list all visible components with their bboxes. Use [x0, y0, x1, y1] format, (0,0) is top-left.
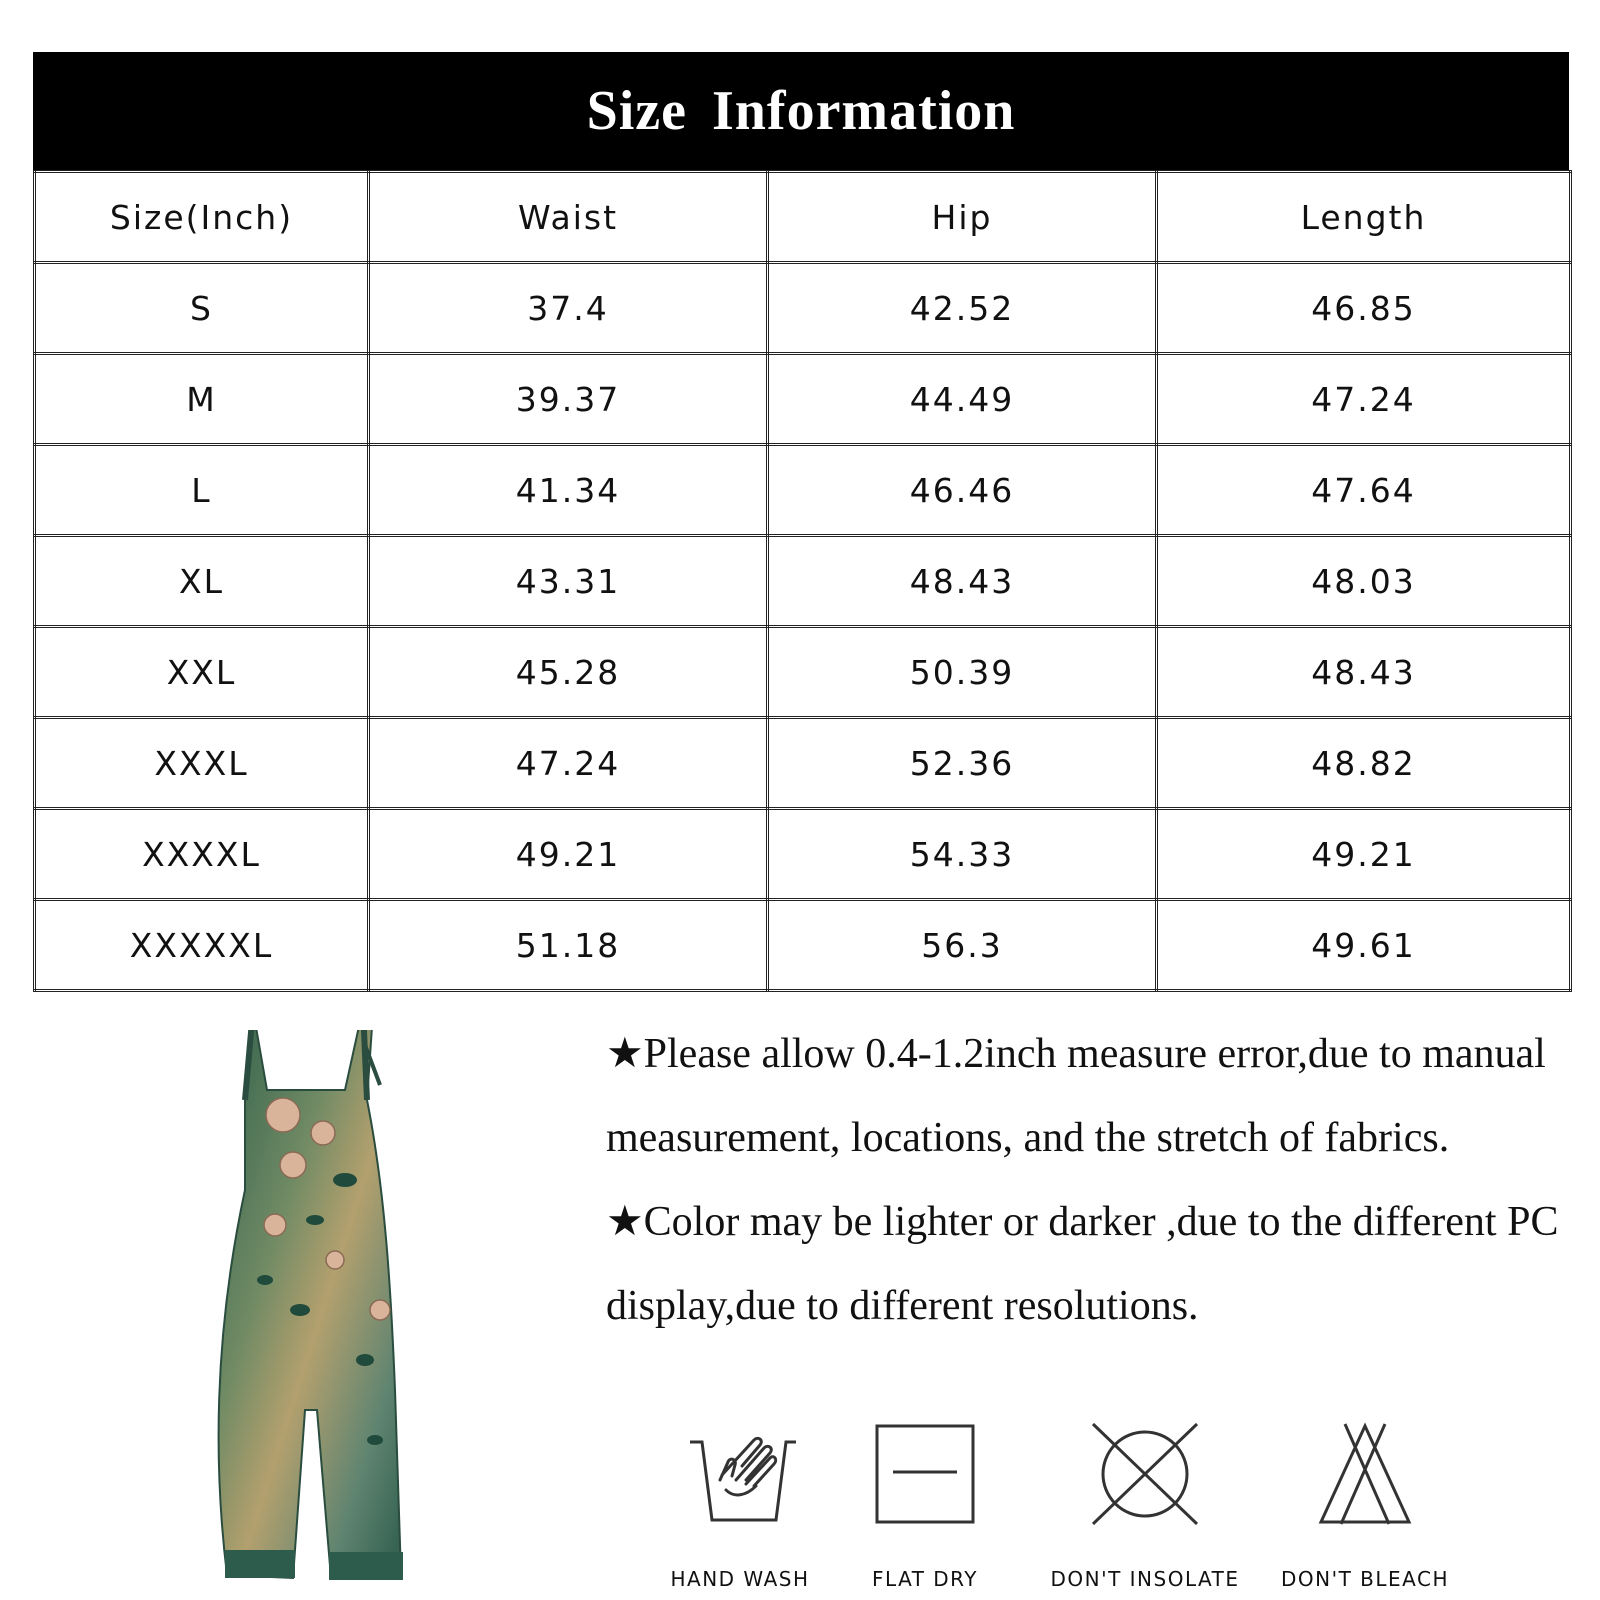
care-dont-bleach: [1255, 1420, 1475, 1600]
table-row: [35, 718, 1571, 809]
header-size: Size(Inch): [35, 172, 369, 263]
table-header-row: [35, 172, 1571, 263]
cell-hip: 56.3: [768, 900, 1157, 991]
measurement-note: ★Please allow 0.4-1.2inch measure error,due to manual measurement, locations, and the stretch of fabrics.: [606, 1031, 1546, 1161]
dont-bleach-icon: [1305, 1420, 1425, 1530]
cell-length: 47.24: [1157, 354, 1571, 445]
dont-insolate-label: DON'T INSOLATE: [1050, 1567, 1240, 1591]
size-information-table: [33, 52, 1569, 992]
header-hip: Hip: [768, 172, 1157, 263]
cell-length: 49.61: [1157, 900, 1571, 991]
dont-insolate-icon: [1085, 1420, 1205, 1530]
color-note: ★Color may be lighter or darker ,due to the different PC display,due to different resolutions.: [606, 1199, 1559, 1329]
cell-waist: 49.21: [369, 809, 768, 900]
table-row: [35, 809, 1571, 900]
cell-hip: 50.39: [768, 627, 1157, 718]
cell-size: XXXXL: [35, 809, 369, 900]
cell-hip: 54.33: [768, 809, 1157, 900]
cell-waist: 39.37: [369, 354, 768, 445]
cell-length: 48.03: [1157, 536, 1571, 627]
cell-size: XXXXXL: [35, 900, 369, 991]
header-length: Length: [1157, 172, 1571, 263]
cell-length: 48.82: [1157, 718, 1571, 809]
cell-hip: 46.46: [768, 445, 1157, 536]
dont-bleach-label: DON'T BLEACH: [1280, 1567, 1449, 1591]
table-row: [35, 900, 1571, 991]
cell-waist: 45.28: [369, 627, 768, 718]
cell-waist: 47.24: [369, 718, 768, 809]
table-title: Size Information: [33, 52, 1569, 170]
cell-size: L: [35, 445, 369, 536]
cell-length: 49.21: [1157, 809, 1571, 900]
table-row: [35, 354, 1571, 445]
notes-section: [606, 1012, 1576, 1348]
table-row: [35, 263, 1571, 354]
hand-wash-icon: [680, 1420, 800, 1530]
cell-length: 47.64: [1157, 445, 1571, 536]
cell-size: XL: [35, 536, 369, 627]
table-row: [35, 627, 1571, 718]
cell-length: 46.85: [1157, 263, 1571, 354]
cell-hip: 48.43: [768, 536, 1157, 627]
cell-hip: 52.36: [768, 718, 1157, 809]
cell-waist: 41.34: [369, 445, 768, 536]
cell-waist: 37.4: [369, 263, 768, 354]
header-waist: Waist: [369, 172, 768, 263]
care-instructions: [630, 1420, 1510, 1600]
cell-size: M: [35, 354, 369, 445]
size-chart: [33, 170, 1572, 992]
table-row: [35, 445, 1571, 536]
hand-wash-label: HAND WASH: [670, 1567, 810, 1591]
care-flat-dry: [815, 1420, 1035, 1600]
cell-size: XXL: [35, 627, 369, 718]
cell-size: S: [35, 263, 369, 354]
cell-size: XXXL: [35, 718, 369, 809]
cell-length: 48.43: [1157, 627, 1571, 718]
cell-hip: 42.52: [768, 263, 1157, 354]
cell-waist: 51.18: [369, 900, 768, 991]
flat-dry-icon: [865, 1420, 985, 1530]
table-row: [35, 536, 1571, 627]
jumpsuit-product-image: [205, 1030, 405, 1595]
cell-waist: 43.31: [369, 536, 768, 627]
cell-hip: 44.49: [768, 354, 1157, 445]
flat-dry-label: FLAT DRY: [871, 1567, 979, 1591]
care-dont-insolate: [1035, 1420, 1255, 1600]
